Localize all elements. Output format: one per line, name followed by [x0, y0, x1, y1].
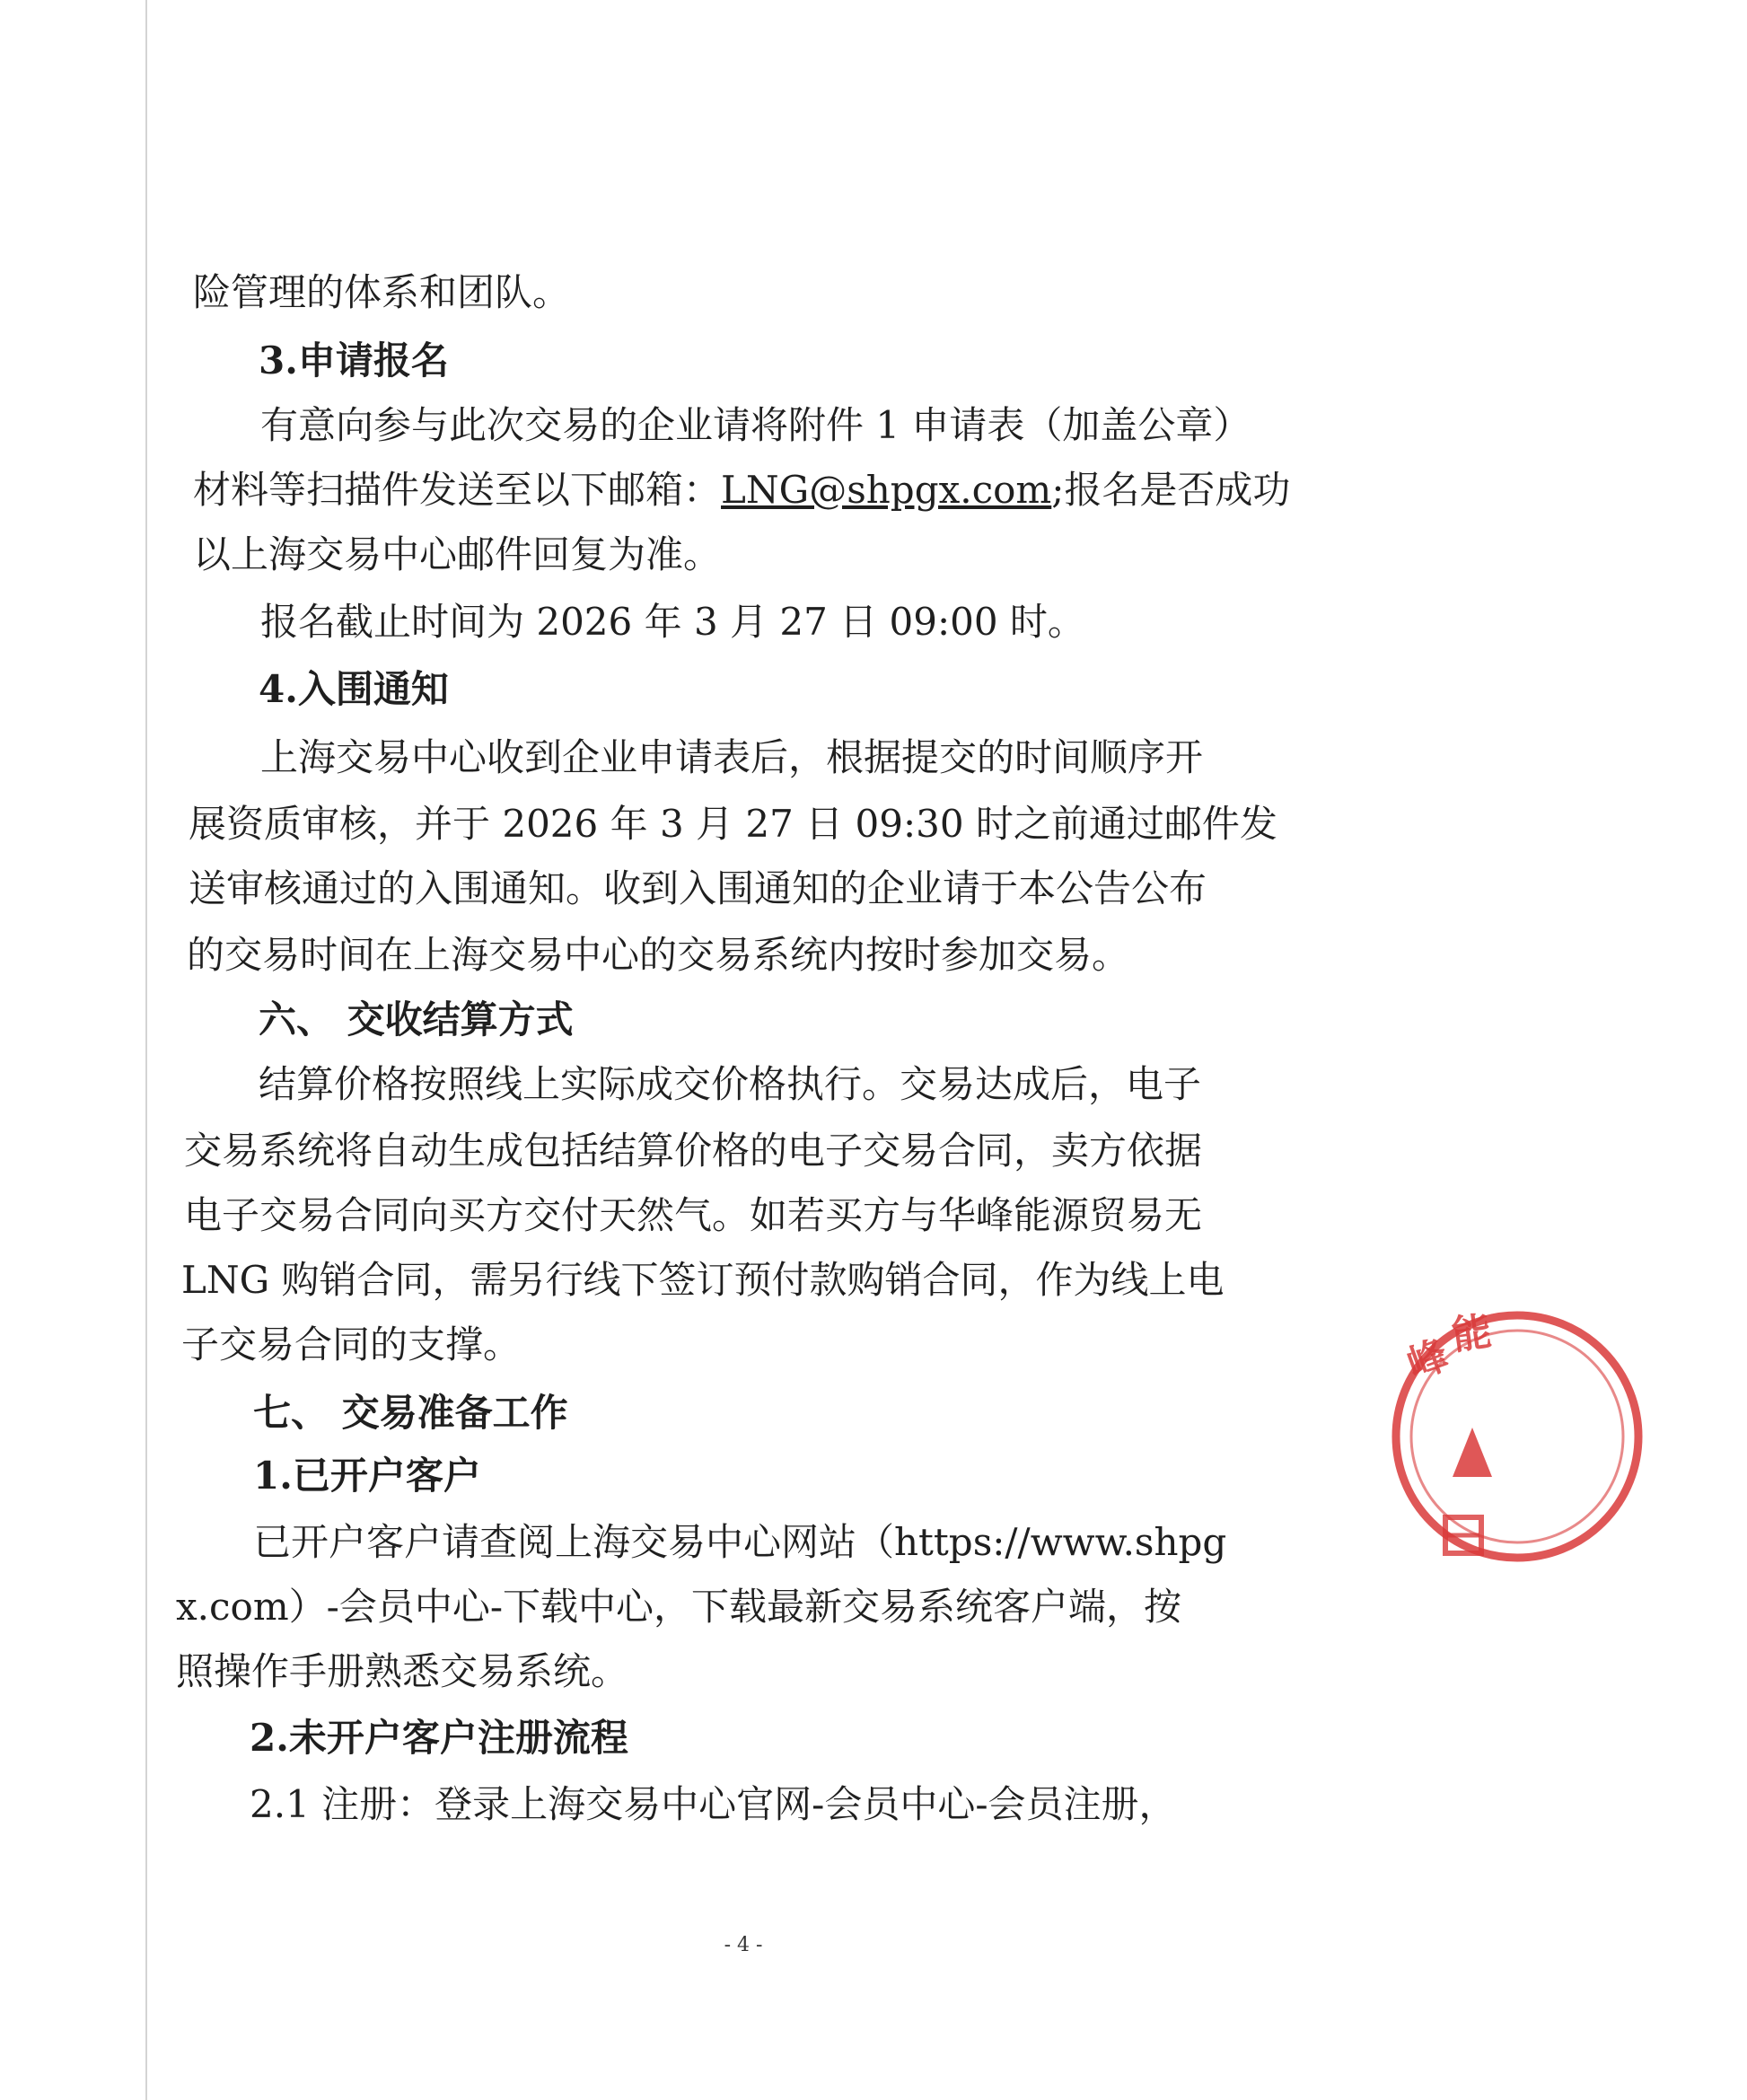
text-line: 险管理的体系和团队。 [193, 270, 571, 314]
text-line: 2.1 注册：登录上海交易中心官网-会员中心-会员注册， [250, 1782, 1177, 1826]
svg-text:能: 能 [1449, 1308, 1495, 1359]
email-link[interactable]: LNG@shpgx.com [721, 468, 1052, 512]
text-line: 材料等扫描件发送至以下邮箱：LNG@shpgx.com;报名是否成功 [193, 468, 1291, 512]
text-line: 报名截止时间为 2026 年 3 月 27 日 09:00 时。 [260, 600, 1085, 644]
section-heading: 七、 交易准备工作 [253, 1391, 568, 1435]
section-heading: 4.入围通知 [259, 667, 449, 711]
text-line: 上海交易中心收到企业申请表后，根据提交的时间顺序开 [260, 735, 1204, 779]
text-line: 已开户客户请查阅上海交易中心网站（https://www.shpg [253, 1520, 1227, 1564]
text-line: 结算价格按照线上实际成交价格执行。交易达成后，电子 [259, 1062, 1202, 1106]
company-seal-stamp [1383, 1266, 1495, 1607]
section-heading: 2.未开户客户注册流程 [250, 1716, 628, 1760]
text-line: 子交易合同的支撑。 [181, 1322, 522, 1366]
text-line: 有意向参与此次交易的企业请将附件 1 申请表（加盖公章） [260, 403, 1251, 447]
text-line: 的交易时间在上海交易中心的交易系统内按时参加交易。 [187, 933, 1130, 977]
text-line: 电子交易合同向买方交付天然气。如若买方与华峰能源贸易无 [184, 1193, 1203, 1237]
text-line: x.com）-会员中心-下载中心，下载最新交易系统客户端，按 [176, 1585, 1182, 1629]
text-line: 照操作手册熟悉交易系统。 [176, 1649, 629, 1693]
text-line: 交易系统将自动生成包括结算价格的电子交易合同，卖方依据 [184, 1129, 1203, 1173]
text-line: 送审核通过的入围通知。收到入围通知的企业请于本公告公布 [189, 866, 1207, 910]
page-number: - 4 - [724, 1934, 763, 1956]
text-line: LNG 购销合同，需另行线下签订预付款购销合同，作为线上电 [181, 1258, 1225, 1302]
section-heading: 3.申请报名 [259, 338, 449, 382]
text-line: 展资质审核，并于 2026 年 3 月 27 日 09:30 时之前通过邮件发 [189, 802, 1277, 846]
svg-text:峰: 峰 [1400, 1331, 1454, 1389]
section-heading: 1.已开户客户 [253, 1454, 481, 1498]
section-heading: 六、 交收结算方式 [259, 997, 574, 1041]
text-line: 以上海交易中心邮件回复为准。 [193, 532, 722, 576]
